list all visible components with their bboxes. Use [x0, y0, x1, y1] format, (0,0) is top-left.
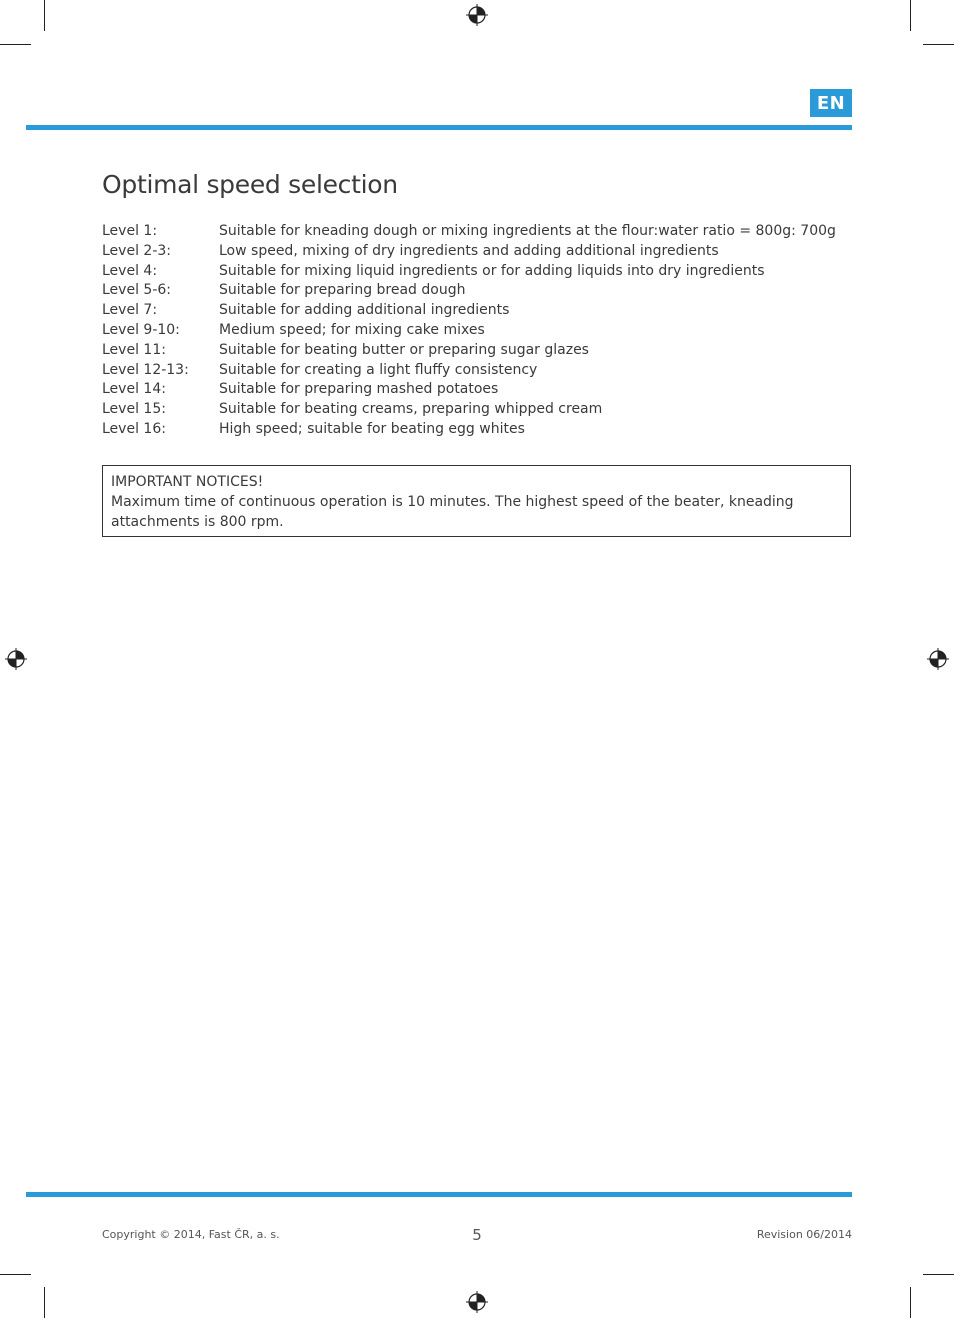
registration-mark-icon: [466, 4, 488, 26]
page-title: Optimal speed selection: [102, 170, 398, 199]
registration-mark-icon: [5, 648, 27, 670]
speed-level-description: Suitable for preparing bread dough: [219, 282, 466, 299]
speed-level-description: High speed; suitable for beating egg whites: [219, 420, 525, 437]
list-item: [102, 361, 862, 381]
notice-heading: IMPORTANT NOTICES!: [111, 474, 264, 490]
registration-mark-icon: [927, 648, 949, 670]
speed-level-label: Level 5-6:: [102, 282, 171, 299]
speed-level-label: Level 16:: [102, 420, 166, 437]
speed-level-description: Suitable for preparing mashed potatoes: [219, 381, 499, 398]
speed-level-label: Level 2-3:: [102, 242, 171, 259]
important-notice-box: [102, 465, 851, 537]
page-number: 5: [472, 1226, 482, 1244]
speed-level-description: Suitable for adding additional ingredients: [219, 302, 510, 319]
list-item: [102, 341, 862, 361]
crop-mark: [910, 0, 911, 31]
list-item: [102, 281, 862, 301]
list-item: [102, 222, 862, 242]
speed-level-description: Medium speed; for mixing cake mixes: [219, 321, 485, 338]
speed-level-label: Level 9-10:: [102, 321, 180, 338]
speed-level-label: Level 1:: [102, 223, 158, 239]
list-item: [102, 301, 862, 321]
speed-level-list: [102, 222, 862, 440]
crop-mark: [44, 0, 45, 31]
speed-level-description: Low speed, mixing of dry ingredients and adding additional ingredients: [219, 242, 719, 259]
speed-level-label: Level 12-13:: [102, 361, 189, 378]
speed-level-description: Suitable for creating a light fluffy consistency: [219, 361, 538, 378]
language-badge: EN: [810, 89, 852, 117]
speed-level-label: Level 4:: [102, 262, 158, 279]
list-item: [102, 400, 862, 420]
speed-level-description: Suitable for mixing liquid ingredients or for adding liquids into dry ingredients: [219, 262, 765, 279]
list-item: [102, 321, 862, 341]
registration-mark-icon: [466, 1291, 488, 1313]
footer-rule: [26, 1192, 852, 1197]
crop-mark: [910, 1287, 911, 1318]
list-item: [102, 242, 862, 262]
speed-level-description: Suitable for beating creams, preparing whipped cream: [219, 401, 603, 418]
speed-level-label: Level 7:: [102, 302, 158, 319]
crop-mark: [44, 1287, 45, 1318]
crop-mark: [923, 44, 954, 45]
speed-level-description: Suitable for beating butter or preparing sugar glazes: [219, 341, 589, 358]
crop-mark: [923, 1274, 954, 1275]
speed-level-description: Suitable for kneading dough or mixing ingredients at the flour:water ratio = 800g: 700g: [219, 223, 836, 239]
speed-level-label: Level 14:: [102, 381, 166, 398]
list-item: [102, 262, 862, 282]
list-item: [102, 380, 862, 400]
footer-revision: Revision 06/2014: [756, 1228, 852, 1241]
crop-mark: [0, 44, 31, 45]
header-rule: [26, 125, 852, 130]
list-item: [102, 420, 862, 440]
speed-level-label: Level 11:: [102, 341, 166, 358]
crop-mark: [0, 1274, 31, 1275]
speed-level-label: Level 15:: [102, 401, 166, 418]
notice-body: Maximum time of continuous operation is 10 minutes. The highest speed of the beater, kneading attachments is 800 rpm.: [111, 494, 794, 530]
footer-copyright: Copyright © 2014, Fast ČR, a. s.: [102, 1228, 280, 1241]
